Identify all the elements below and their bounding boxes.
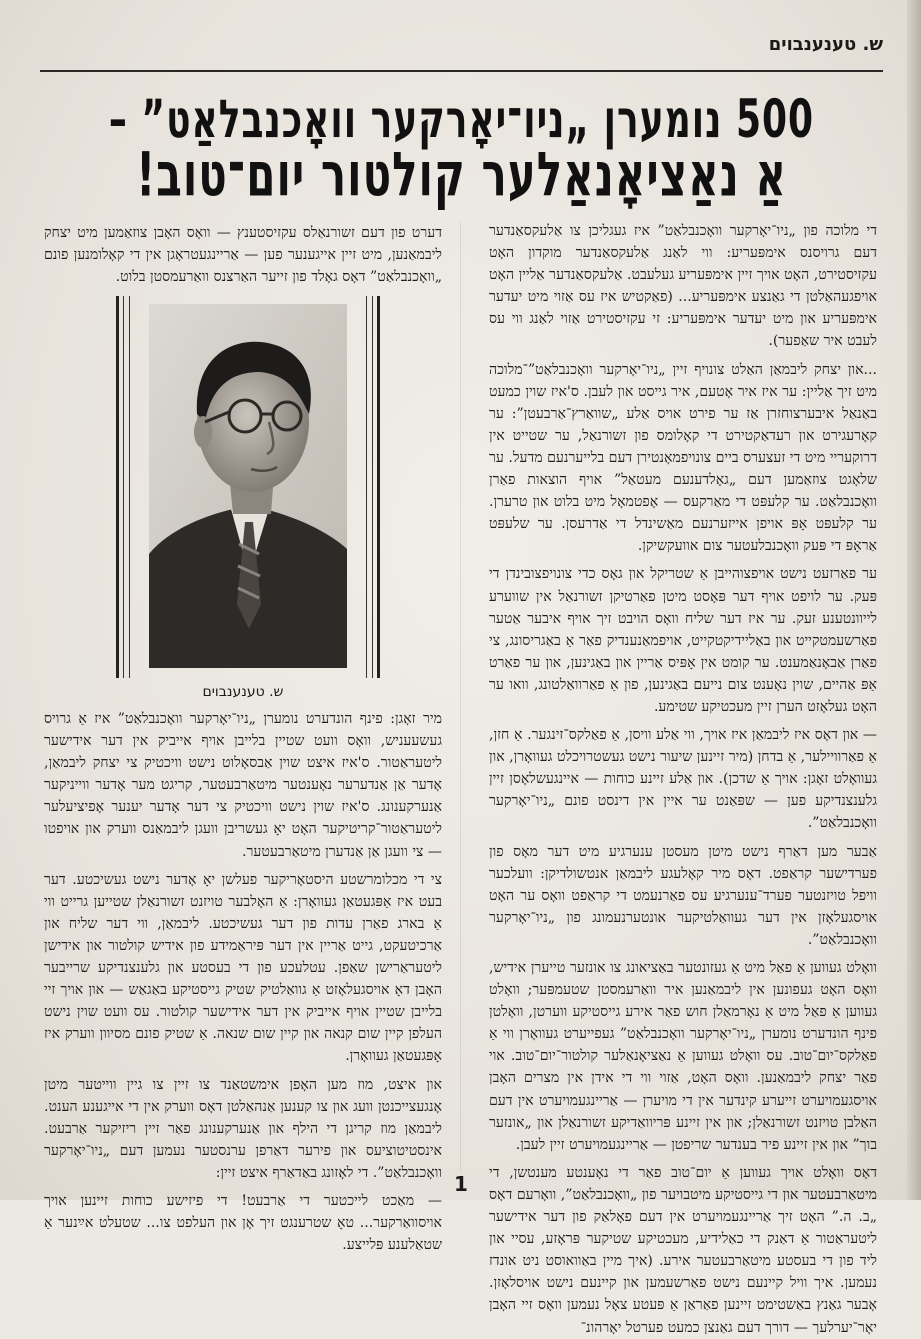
photo-caption: ש. טענענבוים [202, 684, 284, 700]
paragraph: ער פאַרזעט נישט אויפצוהייבן אַ שטריקל און גאָס כדי צונויפצובינדן די פּעק. ער לויפט אויף דער פּאָסט מיטן פאַרטיקן זשורנאַל אין שווערע לייוונטענע זעק. ער איז דער שליח וואָס הויבט זיך אויף איבער אַטער פאַרשעמטקייט און באַליידיקטקייט, אויפמאַנענדיק פאַר אַ באַגריסונג, צי פאַרן אַבאָנאַמענט. ער קומט אין אָפּיס אַריין און באַגינען, און ער פאַרט אַפּ אַהיים, שוין נאָענט צום נייעם באַגינען, פון אַ פאַרוואַלטונג, וואו ער האָט געלאָזט הערן זיין מעכטיקע שטימע. [489, 566, 877, 715]
paragraph: דערט פון דעם זשורנאַלס עקזיסטענץ — וואָס האָבן צוזאַמען מיט יצחק ליבמאַנען, מיט זיין אייגענער פען — אַריינגעטראָגן אין די קאָלומנען פונם „וואָכנבלאַט” דאָס גאָלד פון זייער האַרצנס וואַרעמסטן בלוט. [44, 225, 442, 286]
paragraph: וואָלט געווען אַ פאַל מיט אַ געזונטער באַציאונג צו אונזער טייערן אידיש, וואָס האָט געפונען אין ליבמאַנען איר וואַרעמסטן שטעמפּער; וואָלט געווען אַ פאַל מיט אַ נאָרמאַלן חוש פאַר אירע גייסטיקע ווערטן, וואָלטן פינף הונדערט נומערן „ניו־יאָרקער וואָכנבלאַט” געפייערט געוואָרן ווי אַ פאַלקס־יום־טוב. עס וואָלט געווען אַ נאַציאָנאַלער קולטור־יום־טוב. אוי פאַר יצחק ליבמאַנען. וואָס האָט, אַזוי ווי די אידן אין מצרים האָבן אויסגעמויערט זייערע קינדער אין די מויערן — אַריינגעמויערט אין דעם האַלבן טויזנט זשורנאַלן; און אין זיינע פּריוואַדיקע זשורנאַלן און „אונזער בוך” און אין זיינע פיר בענדער שריפטן — אַריינגעמויערט זיין לעבן. [489, 960, 877, 1153]
paragraph: און איצט, מוז מען האָפן אימשטאַנד צו זיין צו גיין ווייטער מיטן אָנגעצייכנטן וועג און צו קענען אַנהאַלטן דאָס ווערק אין די אייגענע הענט. ליבמאַן מוז קריגן די הילף און אַנערקענונג פאַר זיין ריזיקער אַרבעט. אינסטיטוציעס און פירער דאַרפן ערנסטער נעמען דעם „ניו־יאָרקער וואָכנבלאַט”. די לאָזונג באַדאַרף איצט זיין: [44, 1076, 442, 1181]
top-rule [40, 70, 883, 72]
frame-lines-right [358, 296, 373, 678]
page-number: 1 [454, 1172, 468, 1196]
article-title-line-2: אַ נאַציאָנאַלער קולטור יום־טוב! [136, 138, 787, 211]
article-column-left-top [44, 222, 442, 302]
paragraph: — מאַכט לייכטער די אַרבעט! די פיזישע כוחות זיינען אויך אויסוואַרקער... טאָ שטרענגט זיך אָן און העלפט צו... שטעלט אײַנער אַ שטאַלענע פּלייצע. [44, 1192, 442, 1254]
article-column-left-bottom [44, 708, 442, 1254]
article-title-line-1: 500 נומערן „ניו־יאָרקער וואָכנבלאַט” – [108, 90, 815, 151]
frame-lines-left [123, 296, 138, 678]
column-gutter [460, 222, 461, 1172]
portrait-illustration [149, 304, 347, 668]
paragraph: — און דאָס איז ליבמאַן איז אויך, ווי אַלע וויסן, אַ פאַלקס־זינגער. אַ חזן, אַ פאַרוויילער, אַ בדחן (מיר זיינען שיעור נישט געשטרויכלט געוואָרן, און געוואָלט זאָגן: אויך אַ שדכן). און אַלע זיינע כוחות — איינגעשלאָסן זיין גלענצנדיקע פען — שפּאַנט ער איין אין דינסט פונם „ניו־יאָרקער וואָכנבלאַט”. [489, 727, 877, 832]
paragraph: די מלוכה פון „ניו־יאָרקער וואָכנבלאַט” איז געגליכן צו אַלעקסאַנדער דעם גרויסנס אימפּעריע: ווי לאַנג אַלעקסאַנדער מוקדון האָט עקזיסטירט, האָט אויך זיין אימפּעריע געלעבט. אַלעקסאַנדער אַליין האָט אויפגעהאַלטן די גאַנצע אימפּעריע... (פאַקטיש איז עס אַזוי מיט יעדער אימפּעריע און מיט יעדער אימפּעריע: זי עקזיסטירט אַזוי לאַנג ווי עס לעבט איר שאַפער). [489, 223, 877, 350]
page-spine-shadow [907, 0, 921, 1200]
article-column-right [489, 220, 877, 1336]
paragraph: צי די מכלומרשטע היסטאָריקער פעלשן יאָ אָדער נישט געשיכטע. דער בעט איז אַפּגעטאַן געוואָרן: אַ האָלבער טויזנט זשורנאַלן שטייען גרייט ווי אַ בארג פאַרן עדות פון דער געשיכטע. ליבמאַן, ווי דער שליח און אַרכיטעקט, גייט אַריין אין דער פּיראַמידע פון אידיש קולטור און אידישן ליטעראַרישן שאַפן. עטלעכע פון די בעסטע און גלענצנדיקע שרייבער האָבן דאָ אויסגעלאָזט אַ גוואַלטיק שטיק גייסטיקע באַגאַש — און אויך זיי בלייבן שטיין אויף אייביק אין דער אידישער קולטור. עס וועט שוין נישט העלפן קיין שום קנאה און קיין שום שנאה. אַ שטיק פונם מסיוון ווערק איז אָפּגעטאַן געוואָרן. [44, 871, 442, 1065]
paragraph: ...און יצחק ליבמאַן האַלט צונויף זיין „ניו־יאָרקער וואָכנבלאַט”־מלוכה מיט זיך אַליין: ער איז איר אָטעם, איר גייסט און לעבן. ס'איז שוין כמעט באַנאַל איבערצוחזרן אַז ער פירט אויס אַלע „שוואַרץ־אַרבעטן”: ער קאָרעגירט און רעדאַקטירט די קאָלומס פון זשורנאַל, ער שטייט אין דרוקעריי מיט די זעצערס ביים צונויפמאָנטירן דעם בלייערנעם מדעל. ער שלאָגט צוזאַמען דעם „גאָלדענעם מעטאַל” אויף הוצאות פאַרן וואָכנבלאַט. ער קלעפּט די מאַרקעס — אָפטמאָל מיט בלוט און טרערן. ער קלעפּט אָפּ אויפן אייזערנעם מאַשינדל די אַדרעסן. ער שלעפּט אַראָפּ די פּעק וואָכנבלעטער צום אוועקשיקן. [489, 361, 877, 555]
portrait-frame [116, 296, 380, 678]
paragraph: מיר זאָגן: פינף הונדערט נומערן „ניו־יאָרקער וואָכנבלאַט” איז אַ גרויס געשעעניש, וואָס וועט שטיין בלייבן אויף אייביק אין דער אידישער ליטעראַטור. ס'איז איצט שוין אַבסאָלוט נישט וויכטיק צי יצחק ליבמאַן, אָדער אַן אַנדערער נאָענטער מיטאַרבעטער, קריגט מער אָדער ווייניקער אַנערקענונג. ס'איז שוין נישט וויכטיק צי דער אָדער יענער אָפיציעלער ליטעראַטור־קריטיקער האָט יאָ געשריבן וועגן ליבמאַנס ווערק און אויפטו — צי וועגן אַן אַנדערן מיטאַרבעטער. [44, 711, 442, 860]
paragraph: אַבער מען דאַרף נישט מיטן מעסטן ענערגיע מיט דער מאָס פון פערדישער קראַפט. דאָס מיר קאָלעגע ליבמאַן אנטשולדיקן: וועלכער וויפל טויזנטער פערד־ענערגיע עס פאַרנעמט די קראַפט וואָס ער האָט אויסגעלאָזן אין דער געוואַלטיקער אונטערנעמונג פון „ניו־יאָרקער וואָכנבלאַט”. [489, 843, 877, 948]
portrait-photo [149, 304, 347, 668]
header-author: ש. טענענבוים [768, 34, 883, 55]
paragraph: דאָס וואָלט אויך געווען אַ יום־טוב פאַר די נאָענטע מענטשן, די מיטאַרבעטער און די גייסטיקע מיטבויער פון „וואָכנבלאַט”, וואָרעם דאָס „ב. ה.” האָט זיך אַריינגעמויערט אין דעם פאָלאַק פון דער אידישער ליטעראַטור אַ דאַנק די כאַלידיע, מעכטיקע שטיקער פּראָזע, עסיי און ליד פון די בעסטע מיטאַרבעטער אירע. (איך מיין באַוואוסט ניט אונדז נעמען. איך וויל קיינעם נישט פאַרשעמען און קיינעם נישט אויסלאָזן. אָבער גאַנץ באַשטימט זיינען פאַראַן אַ פּעטע צאָל נעמען וואָס זיי האָבן יאָר־יערלעך — דורך דעם גאַנצן כמעט פערטל יאָרהונ־ [489, 1164, 877, 1336]
